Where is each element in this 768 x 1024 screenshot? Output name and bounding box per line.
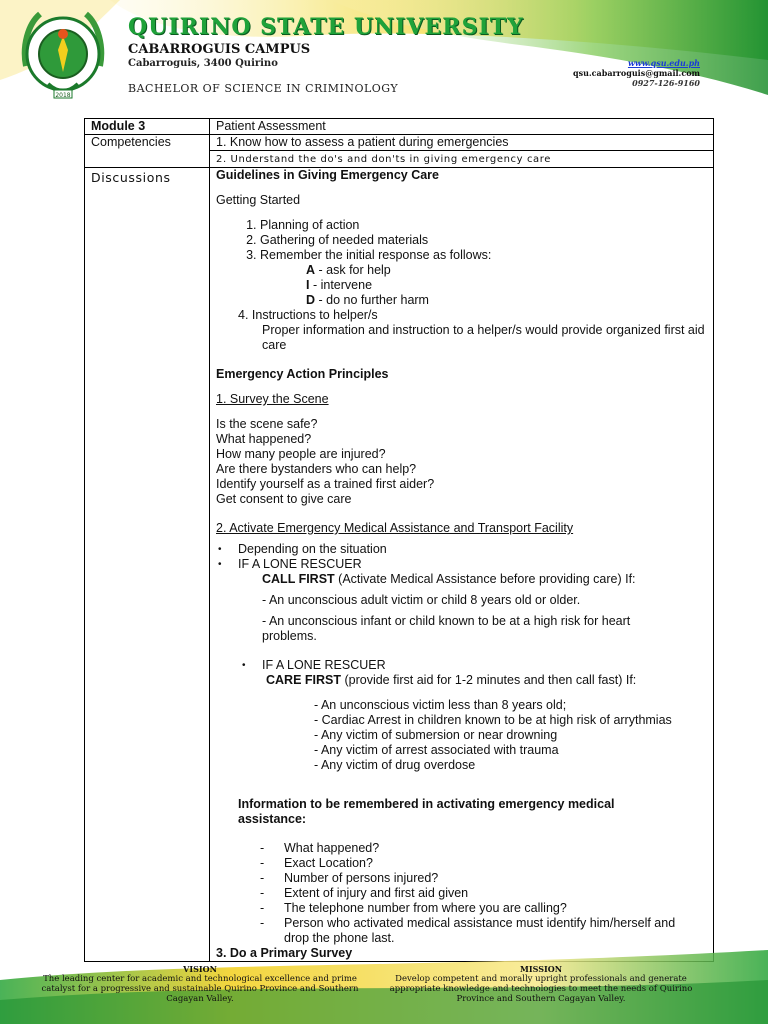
care-item: - Any victim of submersion or near drowning — [314, 728, 558, 742]
module-label: Module 3 — [85, 119, 210, 135]
competencies-label: Competencies — [85, 135, 210, 168]
aid-item: A - ask for help — [306, 263, 391, 277]
care-item: - An unconscious victim less than 8 years old; — [314, 698, 567, 712]
info-list — [216, 841, 707, 946]
campus-name: CABARROGUIS CAMPUS — [128, 42, 311, 57]
svg-text:2018: 2018 — [55, 92, 71, 99]
competency-2: 2. Understand the do's and don'ts in giving emergency care — [216, 154, 552, 165]
vision-text: The leading center for academic and technological excellence and prime catalyst for a progressive and sustainable Quirino Province and Southern Cagayan Valley. — [41, 974, 359, 1004]
list-item: Are there bystanders who can help? — [216, 462, 417, 476]
competency-1: 1. Know how to assess a patient during emergencies — [210, 135, 713, 151]
campus-address: Cabarroguis, 3400 Quirino — [128, 58, 278, 69]
contact-block — [573, 58, 700, 88]
list-item: How many people are injured? — [216, 447, 386, 461]
module-table — [84, 118, 714, 962]
discussion-content — [210, 168, 714, 962]
getting-started: Getting Started — [216, 193, 301, 207]
aid-item: D - do no further harm — [306, 293, 429, 307]
discussions-row — [85, 168, 714, 962]
call-first-line: CALL FIRST (Activate Medical Assistance before providing care) If: — [262, 572, 636, 586]
module-row — [85, 119, 714, 135]
care-item: - Any victim of arrest associated with trauma — [314, 743, 559, 757]
list-item: What happened? — [216, 432, 312, 446]
list-item: Is the scene safe? — [216, 417, 318, 431]
website-link[interactable]: www.qsu.edu.ph — [627, 58, 700, 68]
care-item: - Any victim of drug overdose — [314, 758, 476, 772]
list-item: - Exact Location? — [284, 856, 707, 871]
competencies-row — [85, 135, 714, 168]
program-name: BACHELOR OF SCIENCE IN CRIMINOLOGY — [128, 82, 399, 95]
list-item: - Person who activated medical assistance must identify him/herself and drop the phone last. — [284, 916, 707, 946]
mission-title: MISSION — [520, 964, 562, 974]
list-item: • IF A LONE RESCUER — [238, 557, 707, 572]
step-4-detail: Proper information and instruction to a helper/s would provide organized first aid care — [262, 323, 705, 352]
list-item: 3. Remember the initial response as follows: — [260, 248, 707, 263]
step-4: 4. Instructions to helper/s — [238, 308, 378, 322]
care-list — [216, 658, 707, 673]
list-item: • IF A LONE RESCUER — [262, 658, 707, 673]
list-item: - Number of persons injured? — [284, 871, 707, 886]
module-title: Patient Assessment — [210, 119, 714, 135]
competencies-cell — [210, 135, 714, 168]
university-name: QUIRINO STATE UNIVERSITY — [128, 14, 524, 40]
discussion-heading: Guidelines in Giving Emergency Care — [216, 168, 439, 182]
list-item: • Depending on the situation — [238, 542, 707, 557]
email-link[interactable]: qsu.cabarroguis@gmail.com — [572, 68, 700, 78]
call-first-item: - An unconscious infant or child known to be at a high risk for heart problems. — [262, 614, 631, 643]
phone-number: 0927-126-9160 — [632, 78, 700, 88]
activate-heading: 2. Activate Emergency Medical Assistance and Transport Facility — [216, 521, 574, 535]
list-item: - The telephone number from where you are calling? — [284, 901, 707, 916]
list-item: 2. Gathering of needed materials — [260, 233, 707, 248]
mission-block — [376, 964, 706, 1004]
vision-block — [40, 964, 360, 1004]
list-item: 1. Planning of action — [260, 218, 707, 233]
aid-item: I - intervene — [306, 278, 373, 292]
activate-list — [216, 542, 707, 572]
list-item: - What happened? — [284, 841, 707, 856]
survey-heading: 1. Survey the Scene — [216, 392, 329, 406]
principles-heading: Emergency Action Principles — [216, 367, 389, 381]
vision-title: VISION — [183, 964, 217, 974]
primary-survey-heading: 3. Do a Primary Survey — [216, 946, 353, 960]
university-seal — [20, 6, 106, 106]
list-item: Identify yourself as a trained first aider? — [216, 477, 435, 491]
care-first-line: CARE FIRST (provide first aid for 1-2 minutes and then call fast) If: — [266, 673, 637, 687]
mission-text: Develop competent and morally upright professionals and generate appropriate knowledge and technologies to meet the needs of Quirino Province and Southern Cagayan Valley. — [389, 974, 693, 1004]
info-heading: Information to be remembered in activating emergency medical assistance: — [238, 797, 615, 826]
call-first-item: - An unconscious adult victim or child 8 years old or older. — [262, 593, 581, 607]
discussions-label: Discussions — [85, 168, 210, 962]
steps-list — [216, 218, 707, 263]
list-item: Get consent to give care — [216, 492, 352, 506]
list-item: - Extent of injury and first aid given — [284, 886, 707, 901]
care-item: - Cardiac Arrest in children known to be at high risk of arrythmias — [314, 713, 672, 727]
